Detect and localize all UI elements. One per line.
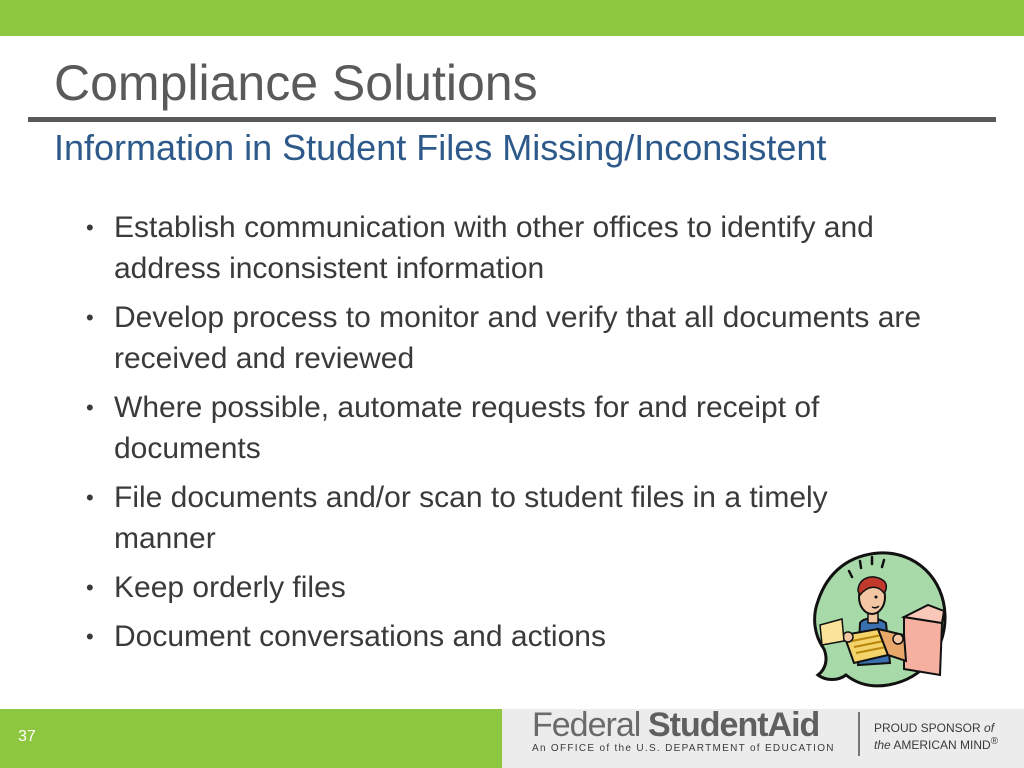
top-accent-bar: [0, 0, 1024, 36]
bullet-list: [84, 207, 934, 665]
bullet-item: [84, 207, 934, 289]
logo-federal-text: Federal: [532, 706, 641, 744]
bullet-text: File documents and/or scan to student files in a timely manner: [114, 481, 828, 555]
logo-tagline: An OFFICE of the U.S. DEPARTMENT of EDUCATION: [532, 743, 835, 754]
bullet-text: Develop process to monitor and verify that all documents are received and reviewed: [114, 301, 922, 375]
bullet-icon: •: [86, 215, 94, 240]
bullet-text: Where possible, automate requests for and receipt of documents: [114, 391, 820, 465]
sponsor-of: of: [984, 721, 995, 735]
logo-student-aid-text: StudentAid: [648, 706, 820, 744]
slide-title: Compliance Solutions: [54, 55, 538, 111]
bullet-item: [84, 616, 934, 657]
bullet-icon: •: [86, 624, 94, 649]
footer-green-band: [0, 709, 502, 768]
sponsor-the: the: [874, 738, 891, 752]
bullet-item: [84, 477, 934, 559]
bullet-text: Document conversations and actions: [114, 620, 606, 653]
bullet-item: [84, 567, 934, 608]
bullet-icon: •: [86, 305, 94, 330]
slide-subtitle: Information in Student Files Missing/Inconsistent: [54, 127, 827, 168]
bullet-item: [84, 387, 934, 469]
logo-divider: [858, 712, 860, 756]
sponsor-prefix: PROUD SPONSOR: [874, 721, 985, 735]
bullet-icon: •: [86, 395, 94, 420]
title-divider: [28, 117, 996, 122]
bullet-text: Establish communication with other offices to identify and address inconsistent information: [114, 211, 874, 285]
registered-mark: ®: [990, 736, 999, 747]
bullet-item: [84, 297, 934, 379]
person-filing-documents-icon: [808, 545, 950, 691]
bullet-icon: •: [86, 485, 94, 510]
sponsor-line-1: [874, 721, 994, 735]
bullet-icon: •: [86, 575, 94, 600]
sponsor-rest: AMERICAN MIND: [890, 738, 991, 752]
page-number: 37: [18, 728, 36, 745]
sponsor-line-2: [874, 736, 998, 752]
bullet-text: Keep orderly files: [114, 571, 346, 604]
